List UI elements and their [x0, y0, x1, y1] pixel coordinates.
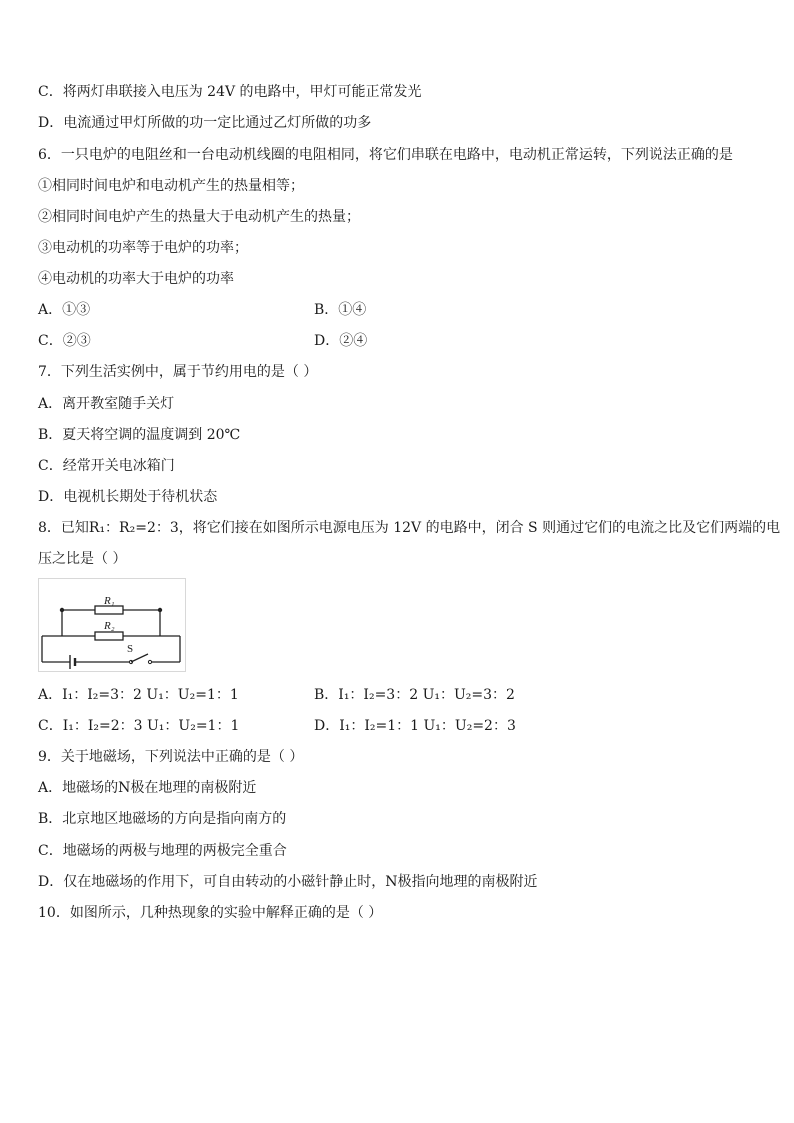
q9-option-c: C．地磁场的两极与地理的两极完全重合: [38, 843, 287, 859]
resistor-r1: [95, 606, 123, 614]
q9-stem: 9．关于地磁场，下列说法中正确的是（ ）: [38, 749, 304, 765]
q10-stem: 10．如图所示，几种热现象的实验中解释正确的是（ ）: [38, 905, 383, 921]
circuit-diagram: [38, 578, 186, 672]
q6-statement-4: ④电动机的功率大于电炉的功率: [38, 271, 234, 287]
q6-option-c: C．②③: [38, 333, 91, 349]
q6-option-d: D．②④: [314, 333, 368, 349]
q6-statement-3: ③电动机的功率等于电炉的功率；: [38, 240, 248, 256]
switch-s: [131, 654, 148, 662]
q8-stem-line-2: 压之比是（ ）: [38, 551, 127, 567]
junction-top-right: [158, 608, 162, 612]
q9-option-d: D．仅在地磁场的作用下，可自由转动的小磁针静止时，N极指向地理的南极附近: [38, 874, 538, 890]
r2-label: R₂: [104, 620, 115, 632]
q8-stem-line-1: 8．已知R₁：R₂=2：3，将它们接在如图所示电源电压为 12V 的电路中，闭合 S 则通过它们的电流之比及它们两端的电: [38, 520, 781, 536]
q6-statement-1: ①相同时间电炉和电动机产生的热量相等；: [38, 178, 304, 194]
junction-top-left: [60, 608, 64, 612]
q7-option-a: A．离开教室随手关灯: [38, 396, 175, 412]
q7-option-c: C．经常开关电冰箱门: [38, 458, 175, 474]
q8-option-b: B．I₁：I₂=3：2 U₁：U₂=3：2: [314, 687, 515, 703]
q6-stem: 6．一只电炉的电阻丝和一台电动机线圈的电阻相同，将它们串联在电路中，电动机正常运转，下列说法正确的是: [38, 147, 733, 163]
q6-option-a: A．①③: [38, 302, 91, 318]
q5-option-c: C．将两灯串联接入电压为 24V 的电路中，甲灯可能正常发光: [38, 84, 422, 100]
q8-option-a: A．I₁：I₂=3：2 U₁：U₂=1：1: [38, 687, 239, 703]
q7-option-b: B．夏天将空调的温度调到 20℃: [38, 427, 241, 443]
q6-option-b: B．①④: [314, 302, 367, 318]
q8-option-d: D．I₁：I₂=1：1 U₁：U₂=2：3: [314, 718, 516, 734]
q5-option-d: D．电流通过甲灯所做的功一定比通过乙灯所做的功多: [38, 115, 372, 131]
q9-option-b: B．北京地区地磁场的方向是指向南方的: [38, 811, 287, 827]
q8-option-c: C．I₁：I₂=2：3 U₁：U₂=1：1: [38, 718, 240, 734]
q7-option-d: D．电视机长期处于待机状态: [38, 489, 218, 505]
switch-contact: [148, 660, 151, 663]
q6-statement-2: ②相同时间电炉产生的热量大于电动机产生的热量；: [38, 209, 360, 225]
resistor-r2: [95, 632, 123, 640]
q9-option-a: A．地磁场的N极在地理的南极附近: [38, 780, 257, 796]
r1-label: R₁: [104, 595, 115, 607]
switch-label: S: [127, 643, 134, 655]
q7-stem: 7．下列生活实例中，属于节约用电的是（ ）: [38, 364, 318, 380]
